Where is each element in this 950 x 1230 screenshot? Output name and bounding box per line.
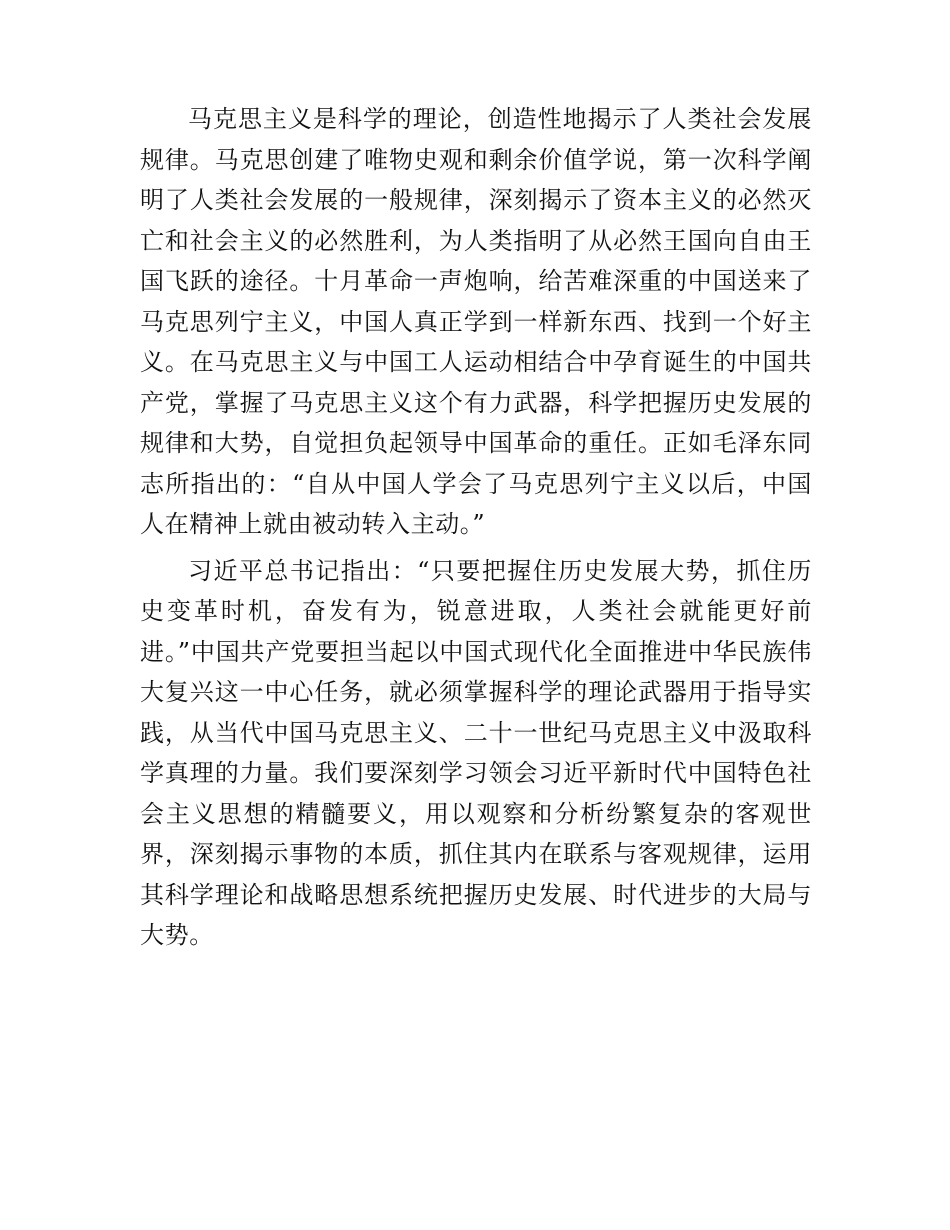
paragraph-xi-quote: 习近平总书记指出：“只要把握住历史发展大势，抓住历史变革时机，奋发有为，锐意进取，人类社会就能更好前进。”中国共产党要担当起以中国式现代化全面推进中华民族伟大复兴这一中心任务，就必须掌握科学的理论武器用于指导实践，从当代中国马克思主义、二十一世纪马克思主义中汲取科学真理的力量。我们要深刻学习领会习近平新时代中国特色社会主义思想的精髓要义，用以观察和分析纷繁复杂的客观世界，深刻揭示事物的本质，抓住其内在联系与客观规律，运用其科学理论和战略思想系统把握历史发展、时代进步的大局与大势。 bbox=[140, 556, 812, 949]
paragraph-marxism-science: 马克思主义是科学的理论，创造性地揭示了人类社会发展规律。马克思创建了唯物史观和剩余价值学说，第一次科学阐明了人类社会发展的一般规律，深刻揭示了资本主义的必然灭亡和社会主义的必然胜利，为人类指明了从必然王国向自由王国飞跃的途径。十月革命一声炮响，给苦难深重的中国送来了马克思列宁主义，中国人真正学到一样新东西、找到一个好主义。在马克思主义与中国工人运动相结合中孕育诞生的中国共产党，掌握了马克思主义这个有力武器，科学把握历史发展的规律和大势，自觉担负起领导中国革命的重任。正如毛泽东同志所指出的：“自从中国人学会了马克思列宁主义以后，中国人在精神上就由被动转入主动。” bbox=[140, 105, 812, 538]
document-page bbox=[140, 99, 812, 956]
